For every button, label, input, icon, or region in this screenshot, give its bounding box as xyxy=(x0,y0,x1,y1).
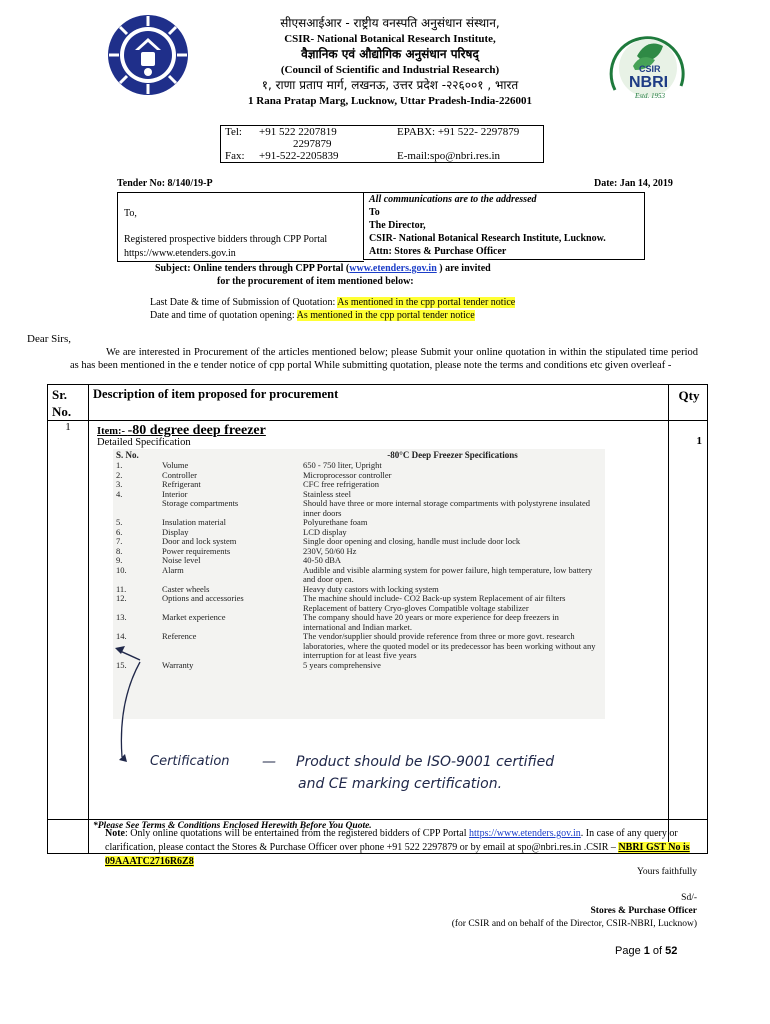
tender-number: Tender No: 8/140/19-P xyxy=(117,178,213,189)
signatory-title: Stores & Purchase Officer xyxy=(590,906,697,916)
addr-line-3: The Director, xyxy=(369,220,426,231)
terms-note: *Please See Terms & Conditions Enclosed Herewith Before You Quote. xyxy=(93,821,372,831)
spec-cell-name: Controller xyxy=(162,469,197,480)
spec-cell-name: Caster wheels xyxy=(162,583,210,594)
subject-line-2: for the procurement of item mentioned below: xyxy=(217,276,414,287)
last-date-label: Last Date & time of Submission of Quotation: xyxy=(150,297,338,308)
hindi-address: १, राणा प्रताप मार्ग, लखनऊ, उत्तर प्रदेश -२२६००१ , भारत xyxy=(261,78,519,92)
spec-cell-name: Volume xyxy=(162,460,189,470)
spec-cell-value: 5 years comprehensive xyxy=(303,659,381,670)
hand-certification: Certification xyxy=(150,754,230,769)
hand-line-1: Product should be ISO-9001 certified xyxy=(296,754,555,770)
spec-row xyxy=(113,613,605,632)
letterhead xyxy=(190,16,590,109)
gst-number: NBRI GST No is 09AAATC2716R6Z8 xyxy=(105,842,690,867)
note-paragraph xyxy=(105,827,700,869)
spec-row xyxy=(113,594,605,613)
spec-head-title: -80°C Deep Freezer Specifications xyxy=(387,450,518,460)
subject-suffix: ) are invited xyxy=(436,263,491,274)
subject xyxy=(155,262,491,288)
page-total: 52 xyxy=(665,945,678,957)
address-box xyxy=(363,192,645,260)
spec-cell-value: 230V, 50/60 Hz xyxy=(303,545,357,556)
spec-cell-name: Market experience xyxy=(162,612,226,622)
spec-cell-no: 14. xyxy=(116,631,127,641)
spec-cell-name: Reference xyxy=(162,631,197,641)
addr-line-1: All communications are to the addressed xyxy=(369,194,537,205)
spec-cell-name: Refrigerant xyxy=(162,479,201,489)
email: E-mail:spo@nbri.res.in xyxy=(397,150,501,162)
closing-block xyxy=(430,866,697,931)
submission-dates xyxy=(150,296,515,322)
spec-cell-value: Should have three or more internal storage compartments with polystyrene insulated inner doors xyxy=(303,498,591,518)
spec-cell-name: Options and accessories xyxy=(162,593,244,603)
opening-date-label: Date and time of quotation opening: xyxy=(150,310,297,321)
contact-box xyxy=(220,125,544,163)
note-text-2: . In case of any query or clarification, please contact the Stores & Purchase Officer over phone +91 522 2297879 or by email at spo@nbri.res.in .CSIR – xyxy=(105,828,678,853)
spec-cell-value: LCD display xyxy=(303,526,347,537)
spec-cell-no: 10. xyxy=(116,564,127,575)
page-prefix: Page xyxy=(615,945,644,957)
spec-row xyxy=(113,566,605,585)
row-qty: 1 xyxy=(696,435,702,447)
col-desc-header: Description of item proposed for procurement xyxy=(93,387,339,401)
spec-cell-name: Door and lock system xyxy=(162,536,237,546)
spec-cell-name: Insulation material xyxy=(162,517,226,527)
hand-line-2: and CE marking certification. xyxy=(298,776,503,792)
english-council-name: (Council of Scientific and Industrial Research) xyxy=(280,63,500,76)
spec-cell-no: 11. xyxy=(116,583,127,594)
spec-cell-no: 5. xyxy=(116,517,123,527)
spec-row xyxy=(113,661,605,671)
english-address: 1 Rana Pratap Marg, Lucknow, Uttar Pradesh-India-226001 xyxy=(248,94,532,107)
detailed-spec-label: Detailed Specification xyxy=(97,437,191,448)
spec-head-no: S. No. xyxy=(116,450,139,460)
spec-cell-value: The company should have 20 years or more experience for deep freezers in international and Indian market. xyxy=(303,612,559,632)
col-qty-header: Qty xyxy=(678,388,700,403)
tel-value-2: 2297879 xyxy=(293,138,332,150)
spec-cell-no: 9. xyxy=(116,555,123,565)
spec-row xyxy=(113,499,605,518)
csir-logo xyxy=(107,14,189,96)
english-institute-name: CSIR- National Botanical Research Institute, xyxy=(284,32,496,45)
hindi-council-name: वैज्ञानिक एवं औद्योगिक अनुसंधान परिषद् xyxy=(301,47,479,61)
epabx: EPABX: +91 522- 2297879 xyxy=(397,126,520,138)
spec-cell-value: The vendor/supplier should provide reference from three or more govt. research laboratories, where the quoted model or its predecessor has been working without any interruption for at least five years xyxy=(303,631,596,660)
intro-text: We are interested in Procurement of the articles mentioned below; please Submit your online quotation in within the stipulated time period as has been mentioned in the e tender notice of cpp portal While submitting quotation, please note the terms and conditions etc given overleaf - xyxy=(70,347,698,371)
addr-line-5: Attn: Stores & Purchase Officer xyxy=(369,246,507,257)
subject-prefix: Subject: Online tenders through CPP Portal ( xyxy=(155,263,350,274)
spec-cell-name: Storage compartments xyxy=(162,498,239,508)
spec-row xyxy=(113,632,605,661)
spec-cell-no: 13. xyxy=(116,612,127,622)
hindi-institute-name: सीएसआईआर - राष्ट्रीय वनस्पति अनुसंधान संस्थान, xyxy=(280,16,500,30)
page-number xyxy=(615,945,677,957)
spec-cell-value: Microprocessor controller xyxy=(303,469,392,480)
spec-cell-value: Stainless steel xyxy=(303,488,351,499)
hand-dash: — xyxy=(262,754,276,770)
note-label: Note xyxy=(105,828,125,839)
item-label: Item:- xyxy=(97,426,128,437)
spec-cell-name: Interior xyxy=(162,488,188,499)
spec-cell-name: Display xyxy=(162,526,189,537)
note-text-1: : Only online quotations will be entertained from the registered bidders of CPP Portal xyxy=(125,828,470,839)
spec-cell-name: Alarm xyxy=(162,564,184,575)
csir-nbri-logo xyxy=(607,26,689,106)
spec-cell-no: 2. xyxy=(116,469,123,480)
spec-cell-no: 4. xyxy=(116,488,123,499)
to-line-2: https://www.etenders.gov.in xyxy=(124,248,236,259)
opening-date-value: As mentioned in the cpp portal tender notice xyxy=(296,310,475,321)
last-date-value: As mentioned in the cpp portal tender notice xyxy=(337,297,516,308)
tender-date: Date: Jan 14, 2019 xyxy=(594,178,673,189)
spec-cell-value: Audible and visible alarming system for power failure, high temperature, low battery and door open. xyxy=(303,564,593,584)
spec-scan xyxy=(113,449,605,719)
tel-label: Tel: xyxy=(225,126,242,138)
spec-cell-name: Warranty xyxy=(162,659,194,670)
spec-cell-no: 12. xyxy=(116,593,127,603)
hand-arrows xyxy=(110,640,170,770)
signatory-behalf: (for CSIR and on behalf of the Director, CSIR-NBRI, Lucknow) xyxy=(451,919,697,929)
spec-cell-no: 6. xyxy=(116,526,123,537)
spec-cell-no: 8. xyxy=(116,545,123,556)
addr-line-4: CSIR- National Botanical Research Institute, Lucknow. xyxy=(369,233,606,244)
note-link[interactable]: https://www.etenders.gov.in xyxy=(469,828,581,839)
fax-value: +91-522-2205839 xyxy=(259,150,339,162)
spec-cell-no: 3. xyxy=(116,479,123,489)
spec-cell-no: 1. xyxy=(116,460,123,470)
signature: Sd/- xyxy=(681,893,697,903)
to-line-1: Registered prospective bidders through CPP Portal xyxy=(124,234,328,245)
addr-line-2: To xyxy=(369,207,380,218)
fax-label: Fax: xyxy=(225,150,245,162)
spec-cell-value: 40-50 dBA xyxy=(303,555,342,565)
yours-faithfully: Yours faithfully xyxy=(637,867,697,877)
col-sr-header: Sr. No. xyxy=(52,387,72,419)
csir-nbri-logo-estd: Estd. 1953 xyxy=(635,92,665,100)
intro-paragraph xyxy=(70,346,698,372)
salutation: Dear Sirs, xyxy=(27,333,71,345)
spec-cell-value: Single door opening and closing, handle must include door lock xyxy=(303,536,521,546)
page-of: of xyxy=(649,945,666,957)
spec-cell-value: The machine should include- CO2 Back-up system Replacement of air filters Replacement of battery Cryo-gloves Compatible voltage stabilizer xyxy=(303,593,566,613)
subject-link[interactable]: www.etenders.gov.in xyxy=(349,263,437,274)
page-current: 1 xyxy=(643,945,650,957)
item-name: -80 degree deep freezer xyxy=(127,423,266,438)
to-label: To, xyxy=(124,208,137,219)
spec-cell-value: 650 - 750 liter, Upright xyxy=(303,460,382,470)
spec-cell-name: Noise level xyxy=(162,555,201,565)
csir-nbri-logo-nbri: NBRI xyxy=(629,74,669,91)
csir-nbri-logo-csir: CSIR xyxy=(639,64,661,74)
row-sr: 1 xyxy=(65,421,71,433)
spec-cell-no: 7. xyxy=(116,536,123,546)
tel-value xyxy=(255,126,393,150)
to-box xyxy=(117,192,364,262)
spec-cell-value: Polyurethane foam xyxy=(303,517,368,527)
spec-cell-value: CFC free refrigeration xyxy=(303,479,379,489)
spec-cell-no: 15. xyxy=(116,659,127,670)
spec-cell-no xyxy=(113,499,159,518)
tel-value-1: +91 522 2207819 xyxy=(259,126,337,138)
spec-cell-name: Power requirements xyxy=(162,545,231,556)
spec-cell-value: Heavy duty castors with locking system xyxy=(303,583,439,594)
